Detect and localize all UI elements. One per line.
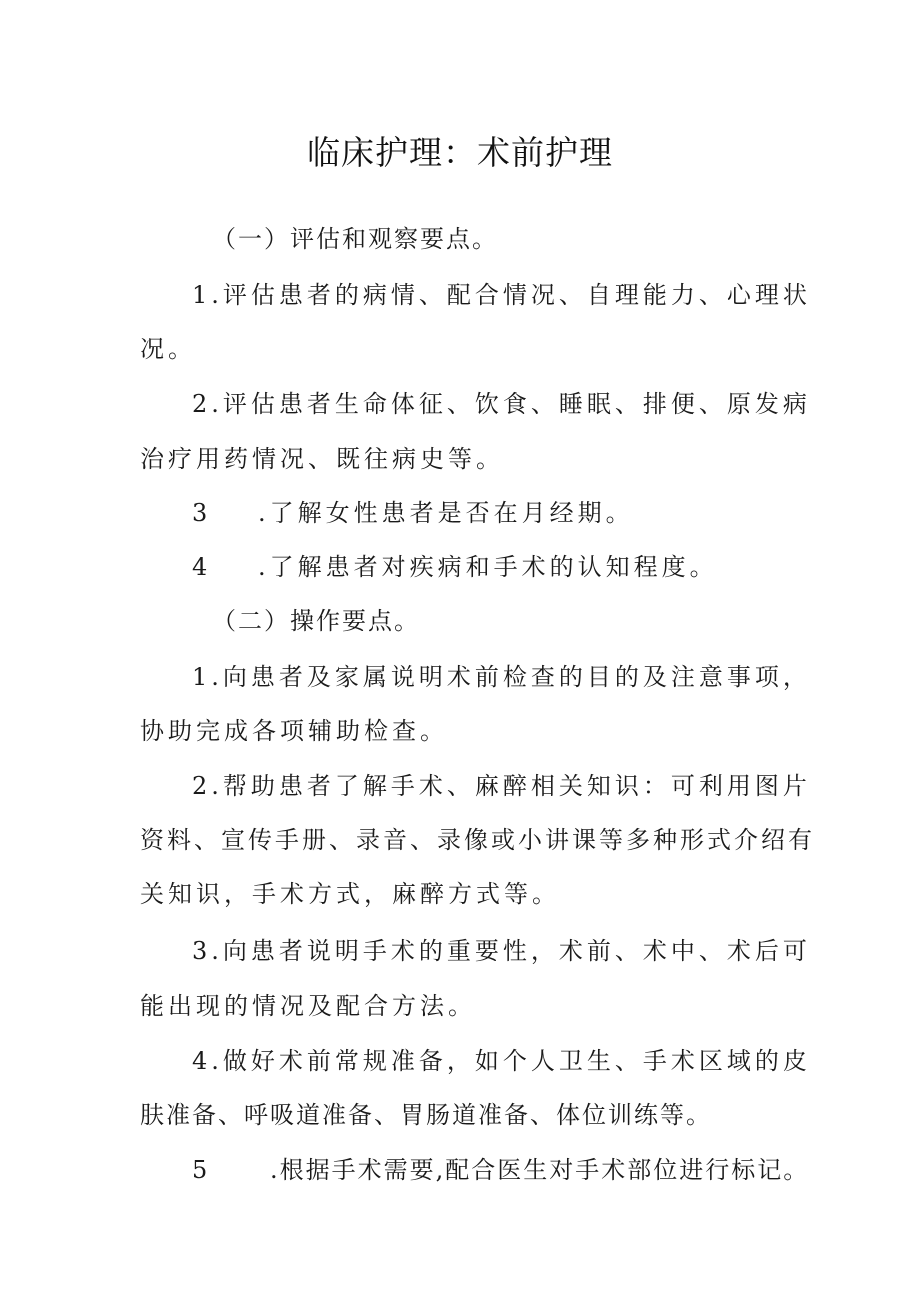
list-item bbox=[192, 1044, 811, 1078]
item-number: 4 bbox=[192, 553, 212, 581]
item-text-line: 协助完成各项辅助检查。 bbox=[140, 717, 448, 745]
item-number: 4 bbox=[192, 1047, 212, 1075]
list-item bbox=[192, 1153, 809, 1187]
item-text-line: .了解女性患者是否在月经期。 bbox=[258, 499, 634, 527]
list-item bbox=[192, 660, 811, 694]
item-number: 3 bbox=[192, 499, 212, 527]
item-number: 2 bbox=[192, 390, 212, 418]
item-text-line: 况。 bbox=[140, 335, 196, 363]
item-text-line: 肤准备、呼吸道准备、胃肠道准备、体位训练等。 bbox=[140, 1101, 712, 1129]
list-item bbox=[192, 934, 811, 968]
list-item bbox=[192, 496, 634, 530]
item-text-line: .向患者说明手术的重要性，术前、术中、术后可 bbox=[211, 937, 811, 965]
item-number: 1 bbox=[192, 663, 212, 691]
list-item bbox=[192, 769, 811, 803]
item-text-line: 能出现的情况及配合方法。 bbox=[140, 992, 476, 1020]
page-title: 临床护理：术前护理 bbox=[307, 133, 613, 172]
section-heading-operation: （二）操作要点。 bbox=[212, 607, 420, 635]
item-text-line: .评估患者生命体征、饮食、睡眠、排便、原发病 bbox=[211, 390, 811, 418]
item-text-line: .根据手术需要,配合医生对手术部位进行标记。 bbox=[270, 1156, 810, 1184]
item-number: 3 bbox=[192, 937, 212, 965]
item-text-line: .了解患者对疾病和手术的认知程度。 bbox=[258, 553, 718, 581]
list-item bbox=[192, 550, 718, 584]
item-text-line: 关知识，手术方式，麻醉方式等。 bbox=[140, 880, 560, 908]
item-number: 1 bbox=[192, 281, 212, 309]
item-number: 2 bbox=[192, 772, 212, 800]
item-number: 5 bbox=[192, 1156, 210, 1184]
item-text-line: 资料、宣传手册、录音、录像或小讲课等多种形式介绍有 bbox=[140, 826, 815, 854]
item-text-line: .帮助患者了解手术、麻醉相关知识：可利用图片 bbox=[211, 772, 811, 800]
list-item bbox=[192, 278, 811, 312]
item-text-line: 治疗用药情况、既往病史等。 bbox=[140, 445, 504, 473]
section-heading-assessment: （一）评估和观察要点。 bbox=[212, 225, 498, 253]
item-text-line: .评估患者的病情、配合情况、自理能力、心理状 bbox=[211, 281, 811, 309]
item-text-line: .做好术前常规准备，如个人卫生、手术区域的皮 bbox=[211, 1047, 811, 1075]
list-item bbox=[192, 387, 811, 421]
item-text-line: .向患者及家属说明术前检查的目的及注意事项， bbox=[211, 663, 811, 691]
